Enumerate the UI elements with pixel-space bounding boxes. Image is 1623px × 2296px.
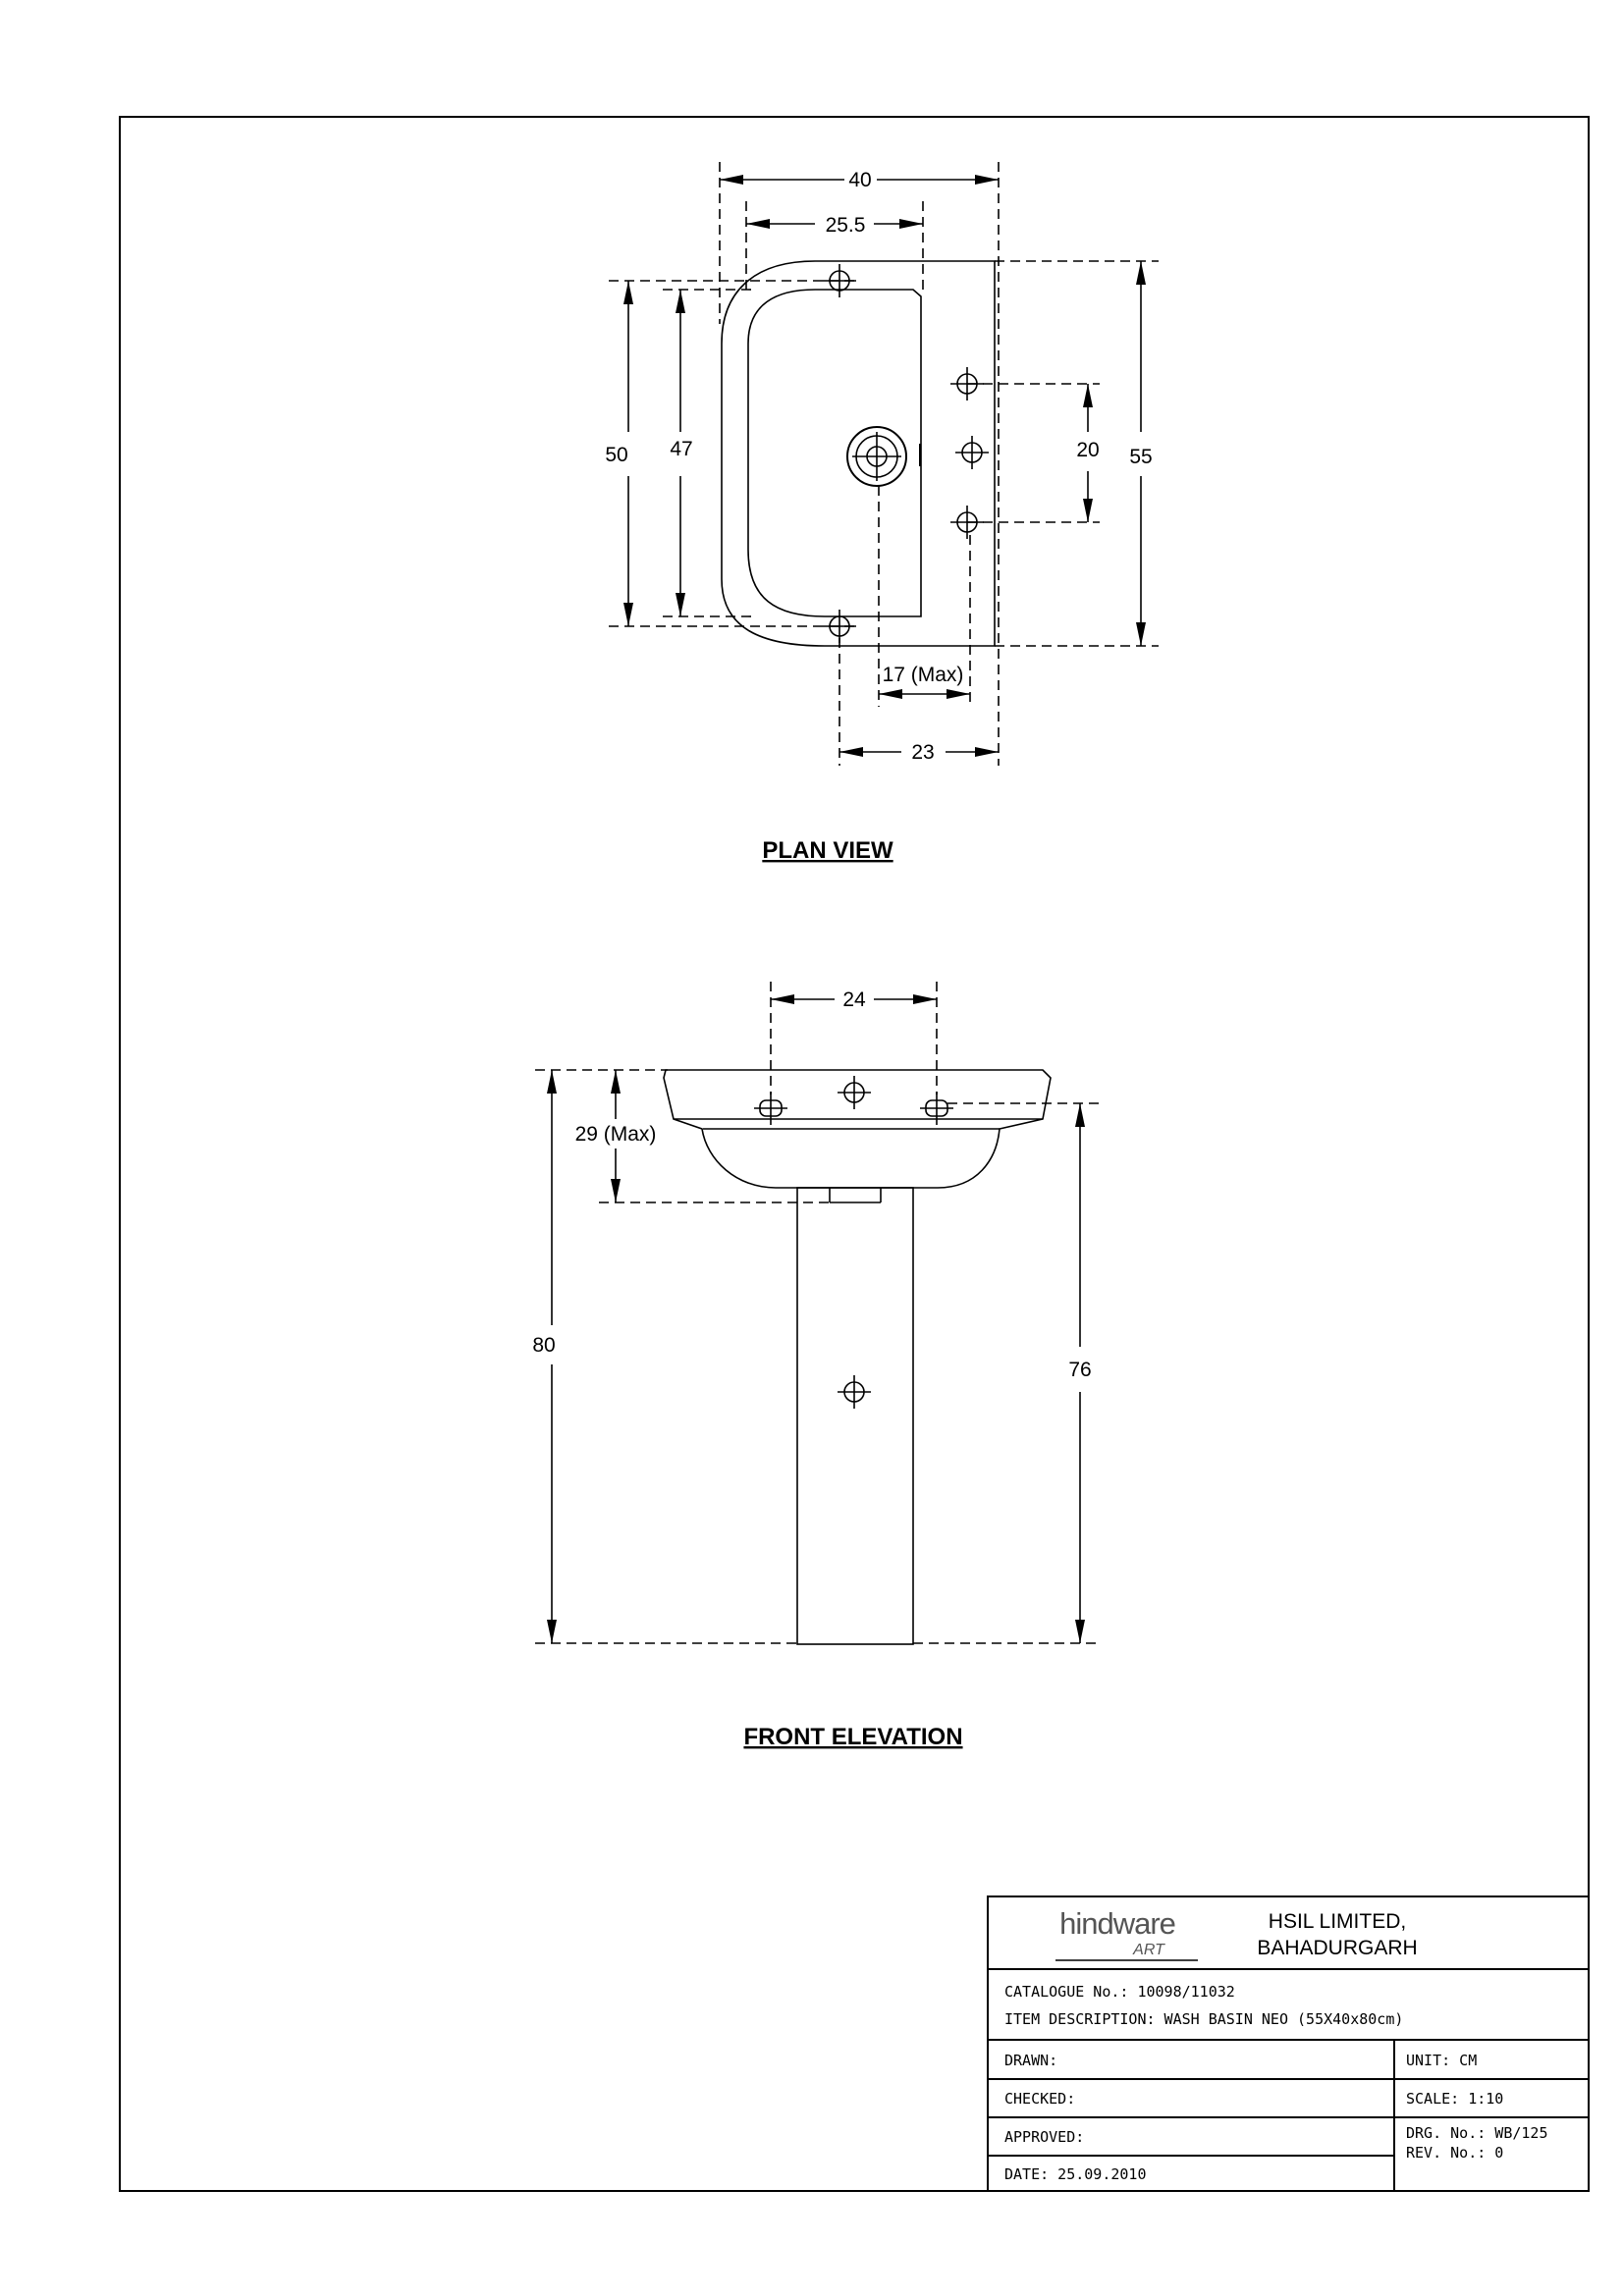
approved-label: APPROVED: [1004, 2128, 1085, 2146]
pedestal [797, 1188, 913, 1644]
front-elevation [532, 982, 1100, 1750]
title-block [988, 1896, 1589, 2191]
dim-depth-inner: 47 [670, 438, 693, 460]
dim-bowl-depth: 29 (Max) [574, 1123, 657, 1146]
dim-height-total: 80 [532, 1334, 556, 1357]
tap-hole-right [920, 1092, 953, 1125]
drawn-label: DRAWN: [1004, 2052, 1058, 2069]
dim-width-total: 40 [848, 169, 872, 191]
checked-label: CHECKED: [1004, 2090, 1076, 2108]
drawing-number: DRG. No.: WB/125 [1406, 2124, 1548, 2142]
dim-depth-outer: 50 [605, 444, 628, 466]
dim-waste-offset: 17 (Max) [882, 664, 964, 686]
plan-view [605, 162, 1159, 864]
dim-depth-total: 55 [1129, 446, 1153, 468]
company-location: BAHADURGARH [1257, 1937, 1418, 1959]
front-elevation-title: FRONT ELEVATION [743, 1724, 963, 1750]
revision-number: REV. No.: 0 [1406, 2144, 1504, 2162]
dim-tap-spacing: 20 [1076, 439, 1100, 461]
waste-outlet [847, 427, 920, 486]
brand-logo: hindware [1059, 1906, 1175, 1941]
unit-label: UNIT: CM [1406, 2052, 1478, 2069]
drawing-frame [120, 117, 1589, 2191]
catalogue-number: CATALOGUE No.: 10098/11032 [1004, 1983, 1235, 2001]
item-description: ITEM DESCRIPTION: WASH BASIN NEO (55X40x80cm) [1004, 2010, 1404, 2028]
dim-width-inner: 25.5 [825, 214, 866, 237]
dim-height-rim: 76 [1068, 1359, 1092, 1381]
tap-hole-left [754, 1092, 787, 1125]
company-name: HSIL LIMITED, [1268, 1910, 1407, 1933]
brand-sub-logo: ART [1133, 1942, 1164, 1958]
plan-view-title: PLAN VIEW [762, 837, 893, 864]
dim-hole-spacing: 24 [842, 988, 866, 1011]
date-label: DATE: 25.09.2010 [1004, 2165, 1147, 2183]
dim-tap-offset: 23 [911, 741, 935, 764]
basin-outline-plan [722, 261, 995, 646]
scale-label: SCALE: 1:10 [1406, 2090, 1504, 2108]
bowl-inner-plan [748, 290, 921, 616]
